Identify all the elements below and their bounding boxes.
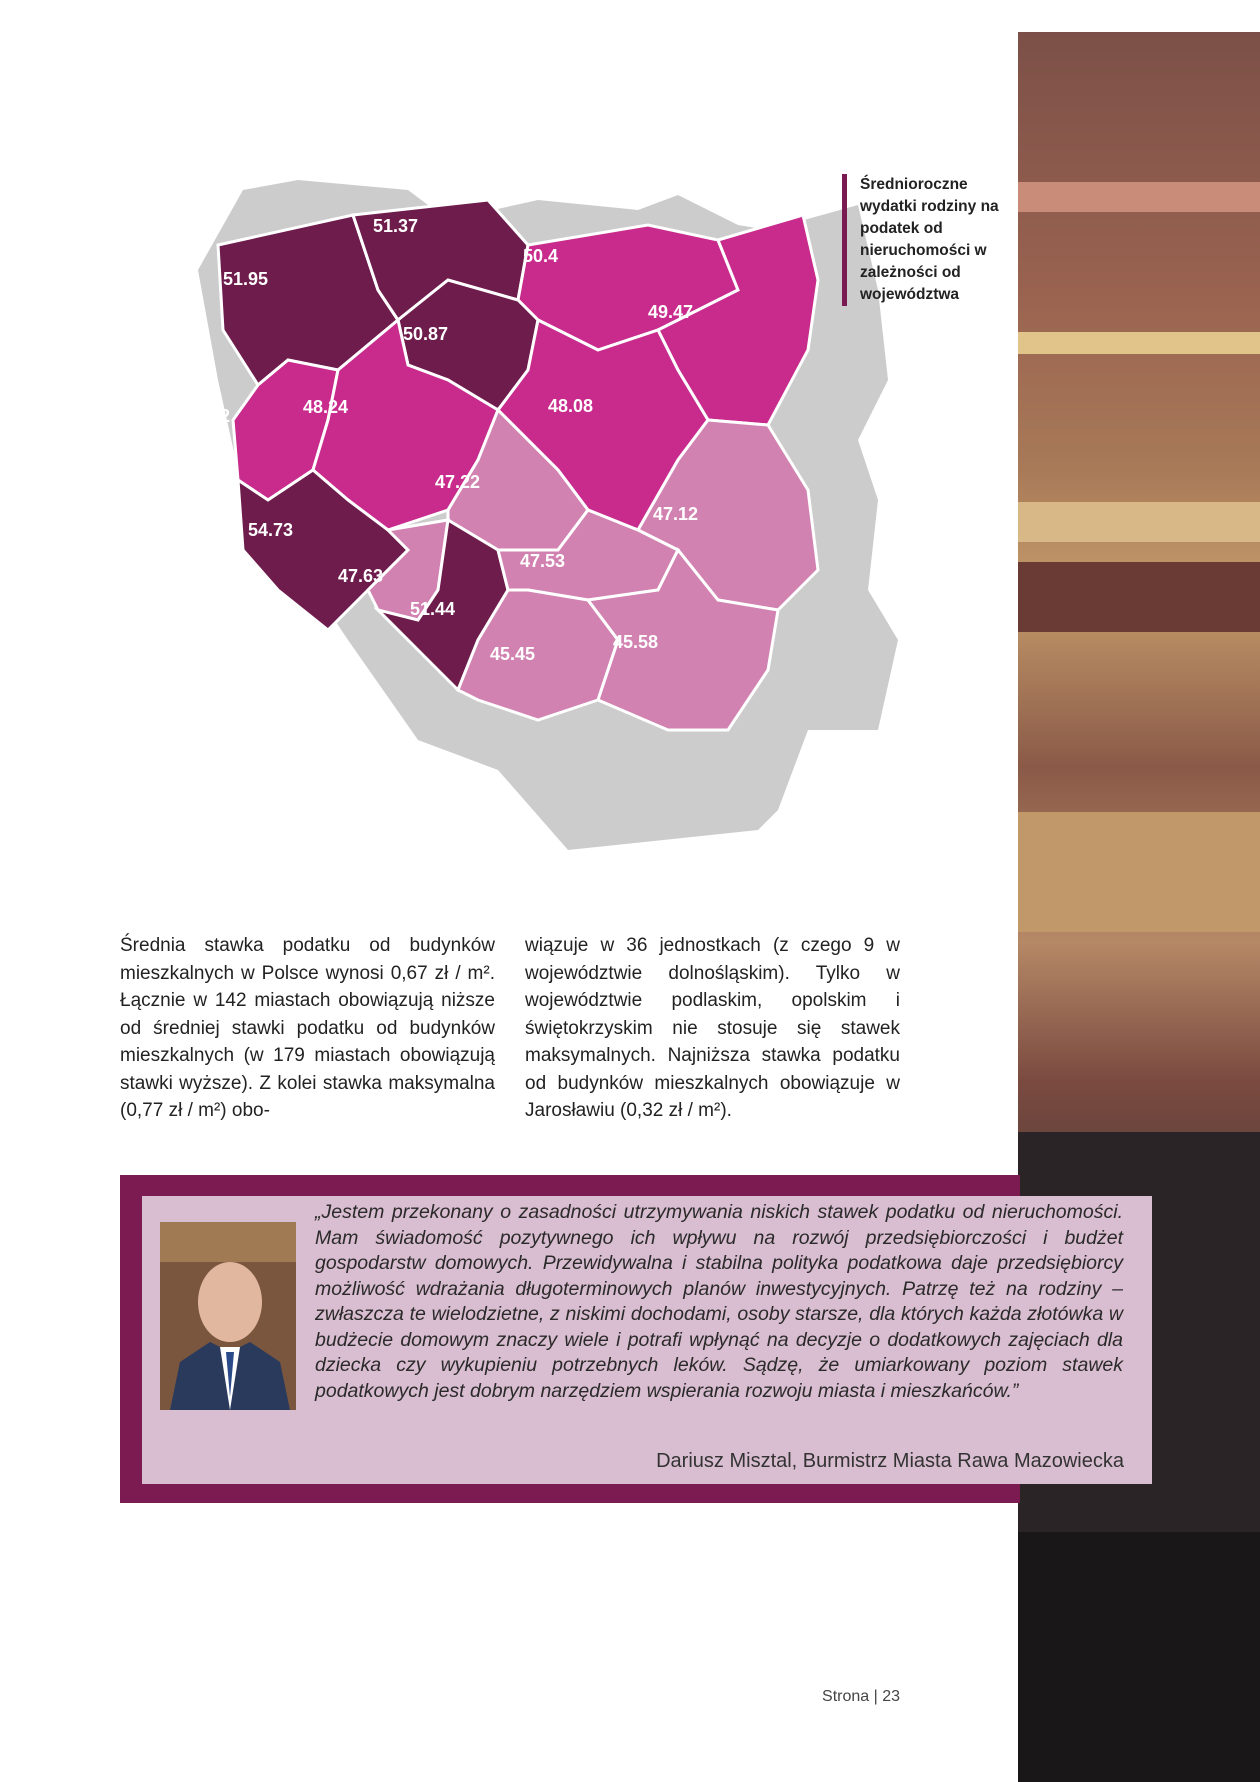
- region-label: 50.87: [403, 324, 449, 344]
- body-text-left: Średnia stawka podatku od budynków mieszkalnych w Polsce wynosi 0,67 zł / m². Łącznie w 142 miastach obowiązują niższe od średniej stawki podatku od budynków mieszkalnych (w 179 miastach obowiązują stawki wyższe). Z kolei stawka maksymalna (0,77 zł / m²) obo-: [120, 935, 495, 1121]
- author-portrait: [160, 1222, 296, 1410]
- page-number: Strona | 23: [822, 1688, 900, 1705]
- region-label: 54.73: [248, 520, 294, 540]
- region-label: 47.63: [338, 566, 384, 586]
- map-caption: Średnioroczne wydatki rodziny na podatek od nieruchomości w zależności od województwa: [842, 174, 1020, 306]
- region-label: 45.45: [490, 644, 536, 664]
- region-label: 51.37: [373, 216, 419, 236]
- quote-text: „Jestem przekonany o zasadności utrzymywania niskich stawek podatku od nieruchomości. Mam świadomość pozytywnego ich wpływu na rozwój przedsiębiorczości i budżet gospodarstw domowych. Przewidywalna i stabilna polityka podatkowa daje przedsiębiorcy możliwość wdrażania długoterminowych planów inwestycyjnych. Patrzę też na rodziny – zwłaszcza te wielodzietne, z niskimi dochodami, osoby starsze, dla których każda złotówka w budżecie domowym znaczy wiele i potrafi wpłynąć na decyzje o dodatkowych zajęciach dla dziecka czy wykupieniu potrzebnych leków. Sądzę, że umiarkowany poziom stawek podatkowych jest dobrym narzędziem wspierania rozwoju miasta i mieszkańców.”: [315, 1201, 1123, 1402]
- poland-voivodeship-map: [118, 170, 898, 860]
- region-label: 51.95: [223, 269, 269, 289]
- region-label: 49.12: [185, 406, 231, 426]
- region-label: 49.47: [648, 302, 694, 322]
- region-label: 47.22: [435, 472, 481, 492]
- region-label: 50.4: [523, 246, 559, 266]
- region-label: 45.58: [613, 632, 659, 652]
- building-photo: [1018, 32, 1260, 1782]
- body-text-right: wiązuje w 36 jednostkach (z czego 9 w województwie dolnośląskim). Tylko w województwie podlaskim, opolskim i świętokrzyskim nie stosuje się stawek maksymalnych. Najniższa stawka podatku od budynków mieszkalnych obowiązuje w Jarosławiu (0,32 zł / m²).: [525, 935, 900, 1121]
- region-label: 51.44: [410, 599, 456, 619]
- region-label: 47.53: [520, 551, 566, 571]
- region-label: 48.08: [548, 396, 594, 416]
- quote-author: Dariusz Misztal, Burmistrz Miasta Rawa Mazowiecka: [656, 1450, 1124, 1472]
- region-label: 47.12: [653, 504, 699, 524]
- region-label: 48.24: [303, 397, 349, 417]
